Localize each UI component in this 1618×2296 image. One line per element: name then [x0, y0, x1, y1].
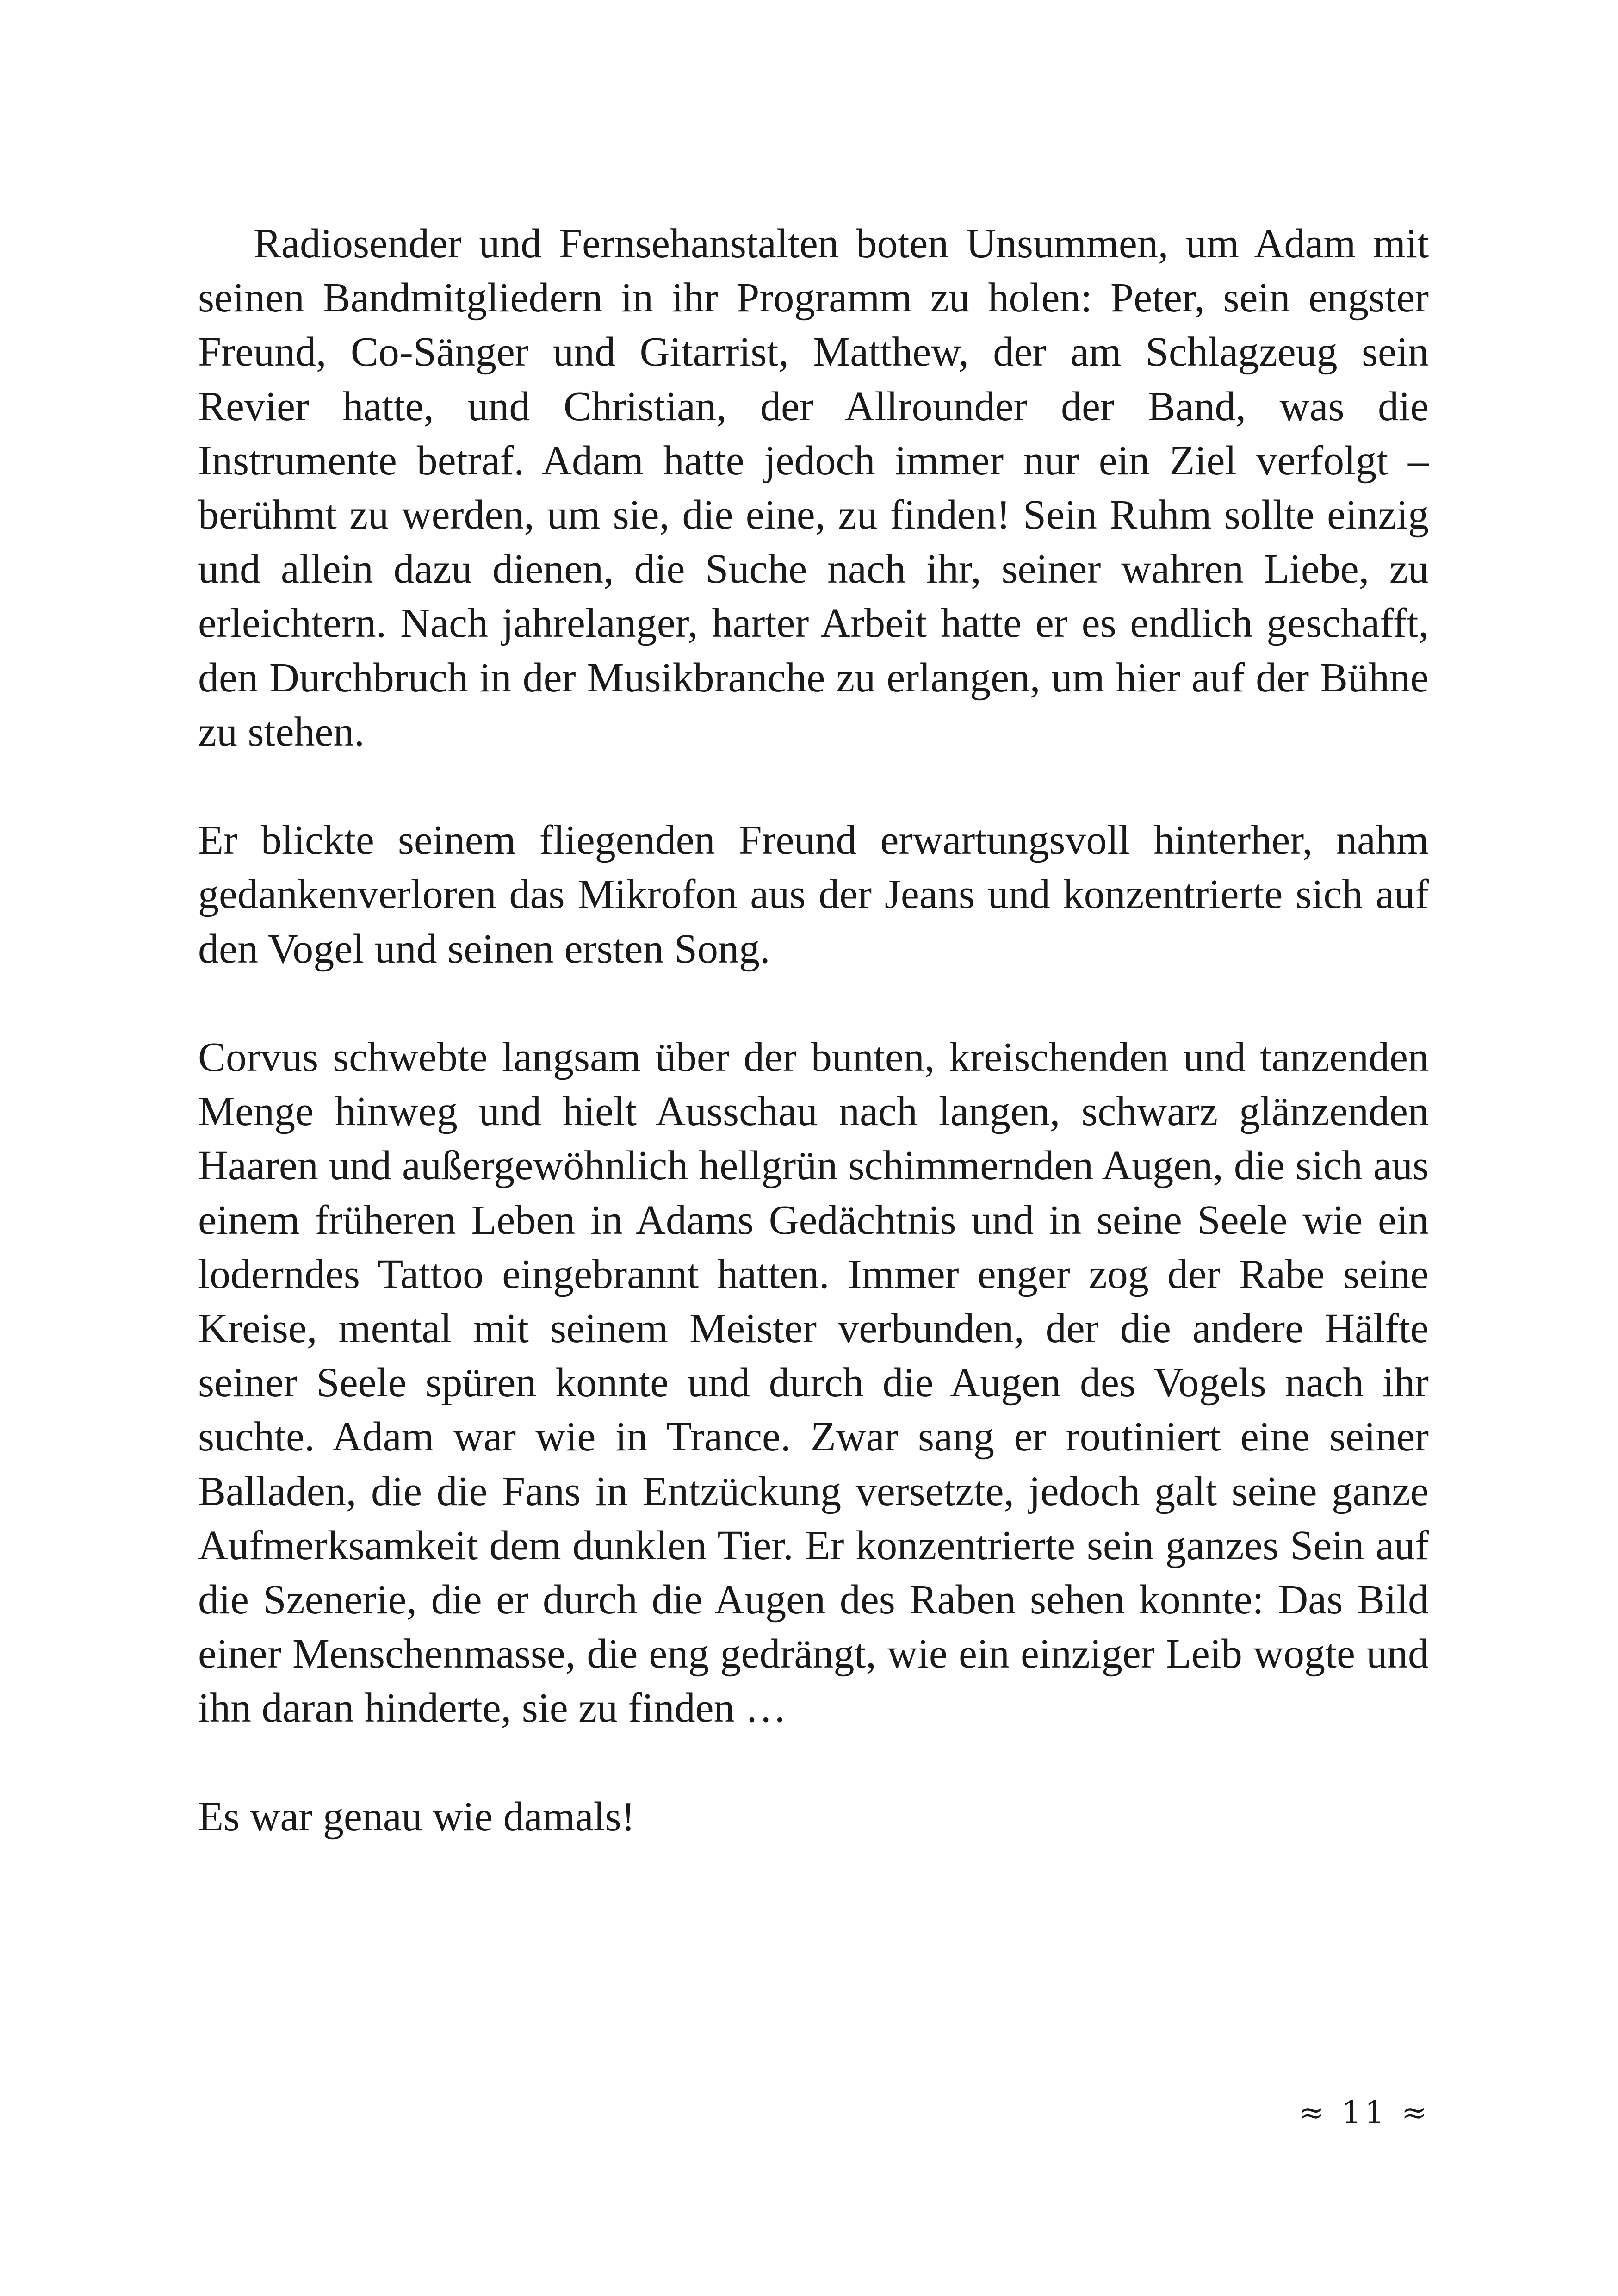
body-text	[198, 217, 1429, 1844]
paragraph-4: Es war genau wie damals!	[198, 1793, 635, 1840]
paragraph-3: Corvus schwebte langsam über der bunten, kreischenden und tanzenden Menge hinweg und hielt Ausschau nach langen, schwarz glänzenden Haaren und außergewöhnlich hellgrün schimmernden Augen, die sich aus einem früheren Leben in Adams Gedächtnis und in seine Seele wie ein loderndes Tattoo eingebrannt hatten. Immer enger zog der Rabe seine Kreise, mental mit seinem Meister verbunden, der die andere Hälfte seiner Seele spüren konnte und durch die Augen des Vogels nach ihr suchte. Adam war wie in Trance. Zwar sang er routiniert eine seiner Balladen, die die Fans in Entzückung versetzte, jedoch galt seine ganze Aufmerksamkeit dem dunklen Tier. Er konzentrierte sein ganzes Sein auf die Szenerie, die er durch die Augen des Raben sehen konnte: Das Bild einer Menschenmasse, die eng gedrängt, wie ein einziger Leib wogte und ihn daran hinderte, sie zu finden …	[198, 1034, 1429, 1731]
paragraph-1: Radiosender und Fernsehanstalten boten Unsummen, um Adam mit seinen Bandmitgliedern in ihr Programm zu holen: Peter, sein engster Freund, Co-Sänger und Gitarrist, Matthew, der am Schlagzeug sein Revier hatte, und Christian, der Allrounder der Band, was die Instrumente betraf. Adam hatte jedoch immer nur ein Ziel verfolgt – berühmt zu werden, um sie, die eine, zu finden! Sein Ruhm sollte einzig und allein dazu dienen, die Suche nach ihr, seiner wahren Liebe, zu erleichtern. Nach jahrelanger, harter Arbeit hatte er es endlich geschafft, den Durchbruch in der Musikbranche zu erlangen, um hier auf der Bühne zu stehen.	[198, 221, 1429, 755]
paragraph-gap	[198, 976, 1429, 1030]
paragraph-2: Er blickte seinem fliegenden Freund erwartungsvoll hinterher, nahm gedankenverloren das Mikrofon aus der Jeans und konzentrierte sich auf den Vogel und seinen ersten Song.	[198, 817, 1429, 972]
page-number: ≈ 11 ≈	[1299, 2095, 1431, 2130]
paragraph-gap	[198, 1736, 1429, 1790]
paragraph-gap	[198, 759, 1429, 813]
